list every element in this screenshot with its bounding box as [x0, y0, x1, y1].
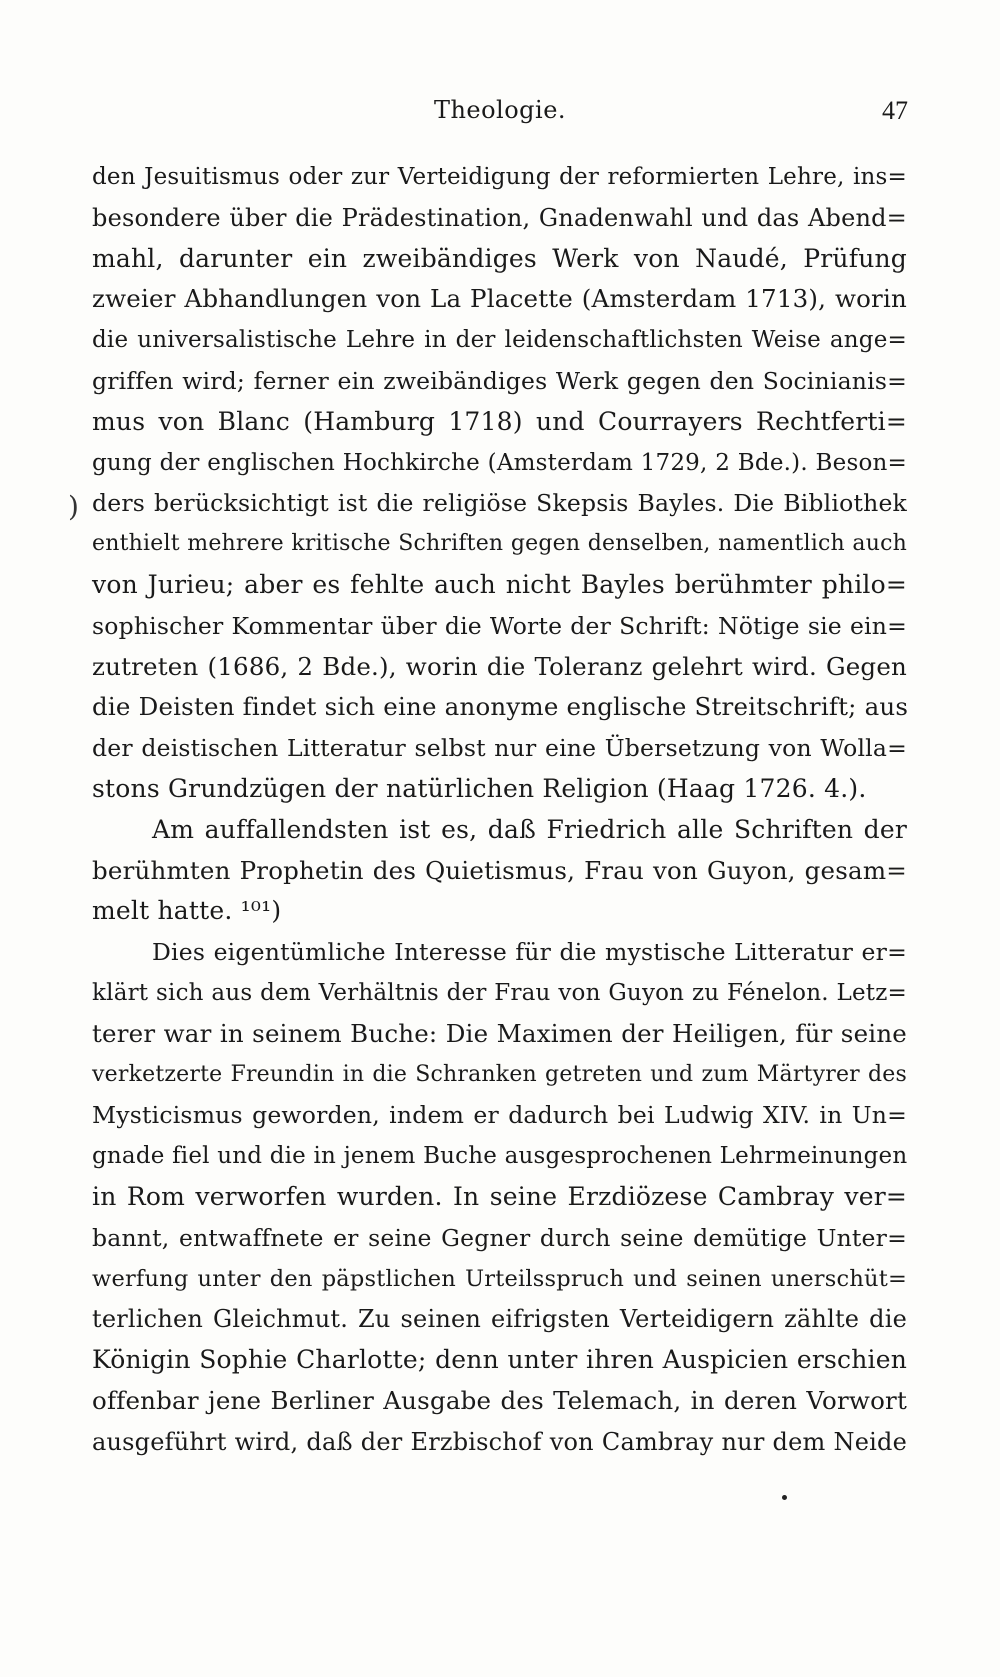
- text-line: offenbar jene Berliner Ausgabe des Telemach, in deren Vorwort: [92, 1385, 907, 1415]
- running-title: Theologie.: [433, 96, 567, 124]
- text-line: melt hatte. ¹⁰¹): [92, 896, 282, 926]
- text-line: enthielt mehrere kritische Schriften gegen denselben, namentlich auch: [92, 531, 907, 557]
- text-line: den Jesuitismus oder zur Verteidigung der reformierten Lehre, ins=: [92, 164, 907, 190]
- text-line: terer war in seinem Buche: Die Maximen der Heiligen, für seine: [92, 1018, 907, 1048]
- text-line: zweier Abhandlungen von La Placette (Amsterdam 1713), worin: [92, 284, 907, 314]
- text-line: griffen wird; ferner ein zweibändiges Werk gegen den Socinianis=: [92, 366, 907, 395]
- text-line: mus von Blanc (Hamburg 1718) und Courrayers Rechtferti=: [92, 406, 907, 436]
- text-line: die Deisten findet sich eine anonyme englische Streitschrift; aus: [92, 692, 909, 722]
- text-line: bannt, entwaffnete er seine Gegner durch seine demütige Unter=: [92, 1223, 907, 1252]
- text-line: Königin Sophie Charlotte; denn unter ihren Auspicien erschien: [92, 1345, 907, 1375]
- body-text: [92, 157, 907, 1463]
- text-line: berühmten Prophetin des Quietismus, Frau von Guyon, gesam=: [92, 855, 907, 885]
- text-line: in Rom verworfen wurden. In seine Erzdiözese Cambray ver=: [92, 1181, 907, 1211]
- text-line: gnade fiel und die in jenem Buche ausgesprochenen Lehrmeinungen: [92, 1143, 908, 1170]
- text-line: ders berücksichtigt ist die religiöse Skepsis Bayles. Die Bibliothek: [92, 489, 907, 518]
- text-line: stons Grundzügen der natürlichen Religion (Haag 1726. 4.).: [92, 773, 867, 803]
- page-number: 47: [882, 96, 908, 125]
- margin-mark: ): [68, 490, 79, 523]
- text-line: ausgeführt wird, daß der Erzbischof von Cambray nur dem Neide: [92, 1427, 907, 1456]
- text-line: gung der englischen Hochkirche (Amsterdam 1729, 2 Bde.). Beson=: [92, 449, 907, 476]
- print-speck: [782, 1495, 787, 1500]
- text-line: klärt sich aus dem Verhältnis der Frau von Guyon zu Fénelon. Letz=: [92, 979, 907, 1006]
- text-line: besondere über die Prädestination, Gnadenwahl und das Abend=: [92, 203, 907, 232]
- text-line: sophischer Kommentar über die Worte der Schrift: Nötige sie ein=: [92, 611, 907, 640]
- text-line: terlichen Gleichmut. Zu seinen eifrigsten Verteidigern zählte die: [92, 1305, 907, 1334]
- text-line: werfung unter den päpstlichen Urteilsspruch und seinen unerschüt=: [92, 1265, 907, 1292]
- text-line: zutreten (1686, 2 Bde.), worin die Toleranz gelehrt wird. Gegen: [92, 651, 907, 681]
- text-line: von Jurieu; aber es fehlte auch nicht Bayles berühmter philo=: [92, 569, 907, 599]
- text-line: mahl, darunter ein zweibändiges Werk von Naudé, Prüfung: [92, 243, 907, 273]
- text-line: Mysticismus geworden, indem er dadurch bei Ludwig XIV. in Un=: [92, 1101, 907, 1130]
- text-line: die universalistische Lehre in der leidenschaftlichsten Weise ange=: [92, 327, 907, 354]
- text-line: verketzerte Freundin in die Schranken getreten und zum Märtyrer des: [92, 1061, 907, 1087]
- text-line: Am auffallendsten ist es, daß Friedrich alle Schriften der: [152, 814, 907, 844]
- text-line: der deistischen Litteratur selbst nur eine Übersetzung von Wolla=: [92, 734, 907, 763]
- page-header: [92, 96, 908, 136]
- text-line: Dies eigentümliche Interesse für die mystische Litteratur er=: [152, 938, 907, 967]
